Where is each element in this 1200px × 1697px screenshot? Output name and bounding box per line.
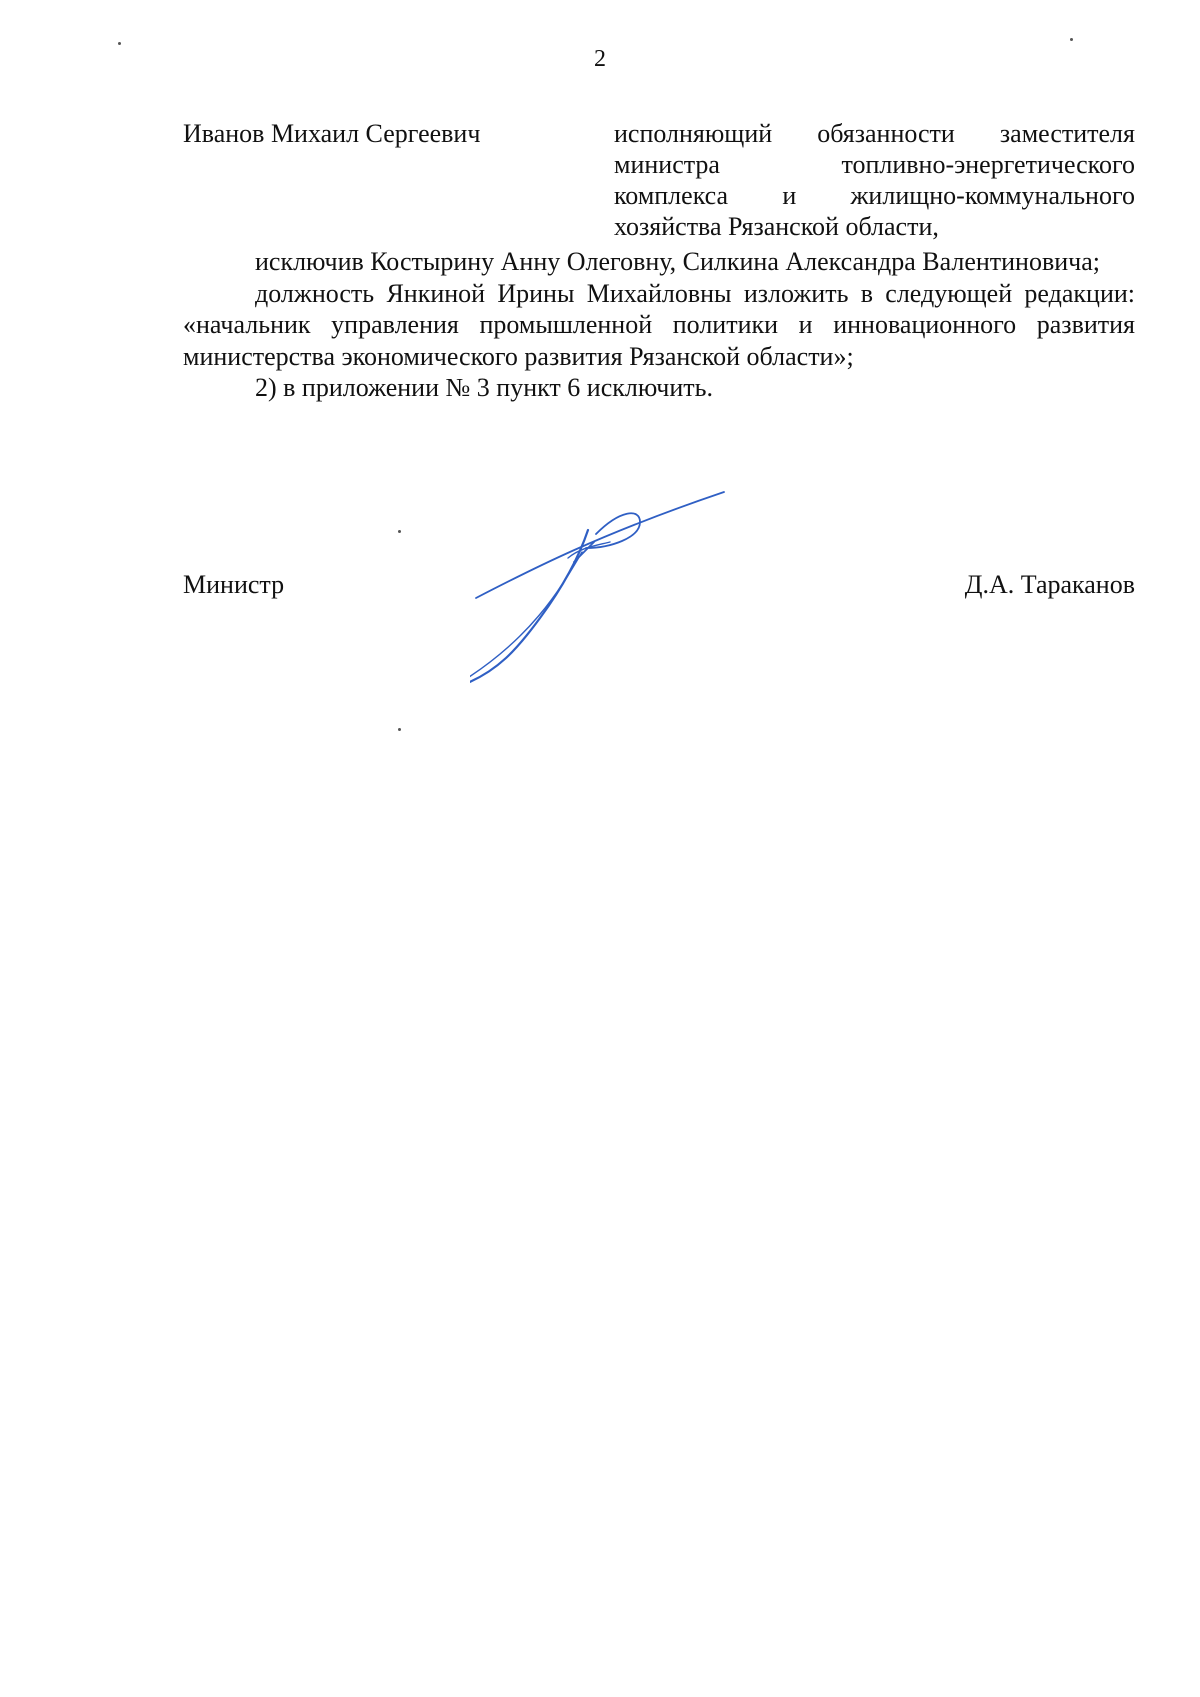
signatory-title: Министр: [183, 570, 285, 599]
paragraph-appendix-3: 2) в приложении № 3 пункт 6 исключить.: [255, 373, 713, 402]
person-entry: [183, 112, 1135, 247]
scan-speck: [1070, 38, 1073, 41]
person-position: исполняющий обязанности заместителя министра топливно-энергетического комплекса и жилищно-коммунального хозяйства Рязанской области,: [614, 119, 1135, 241]
scan-speck: [398, 530, 401, 533]
paragraph-position-change: должность Янкиной Ирины Михайловны изложить в следующей редакции: «начальник управления промышленной политики и инновационного развития министерства экономического развития Рязанской области»;: [183, 278, 1135, 371]
paragraph-exclusion: исключив Костырину Анну Олеговну, Силкина Александра Валентиновича;: [255, 247, 1100, 276]
scan-speck: [398, 728, 401, 731]
page-number: 2: [594, 46, 606, 72]
scan-speck: [118, 42, 121, 45]
handwritten-signature: [470, 490, 730, 690]
person-name: Иванов Михаил Сергеевич: [183, 119, 481, 148]
document-body: [183, 246, 1135, 404]
signatory-name: Д.А. Тараканов: [964, 570, 1135, 599]
